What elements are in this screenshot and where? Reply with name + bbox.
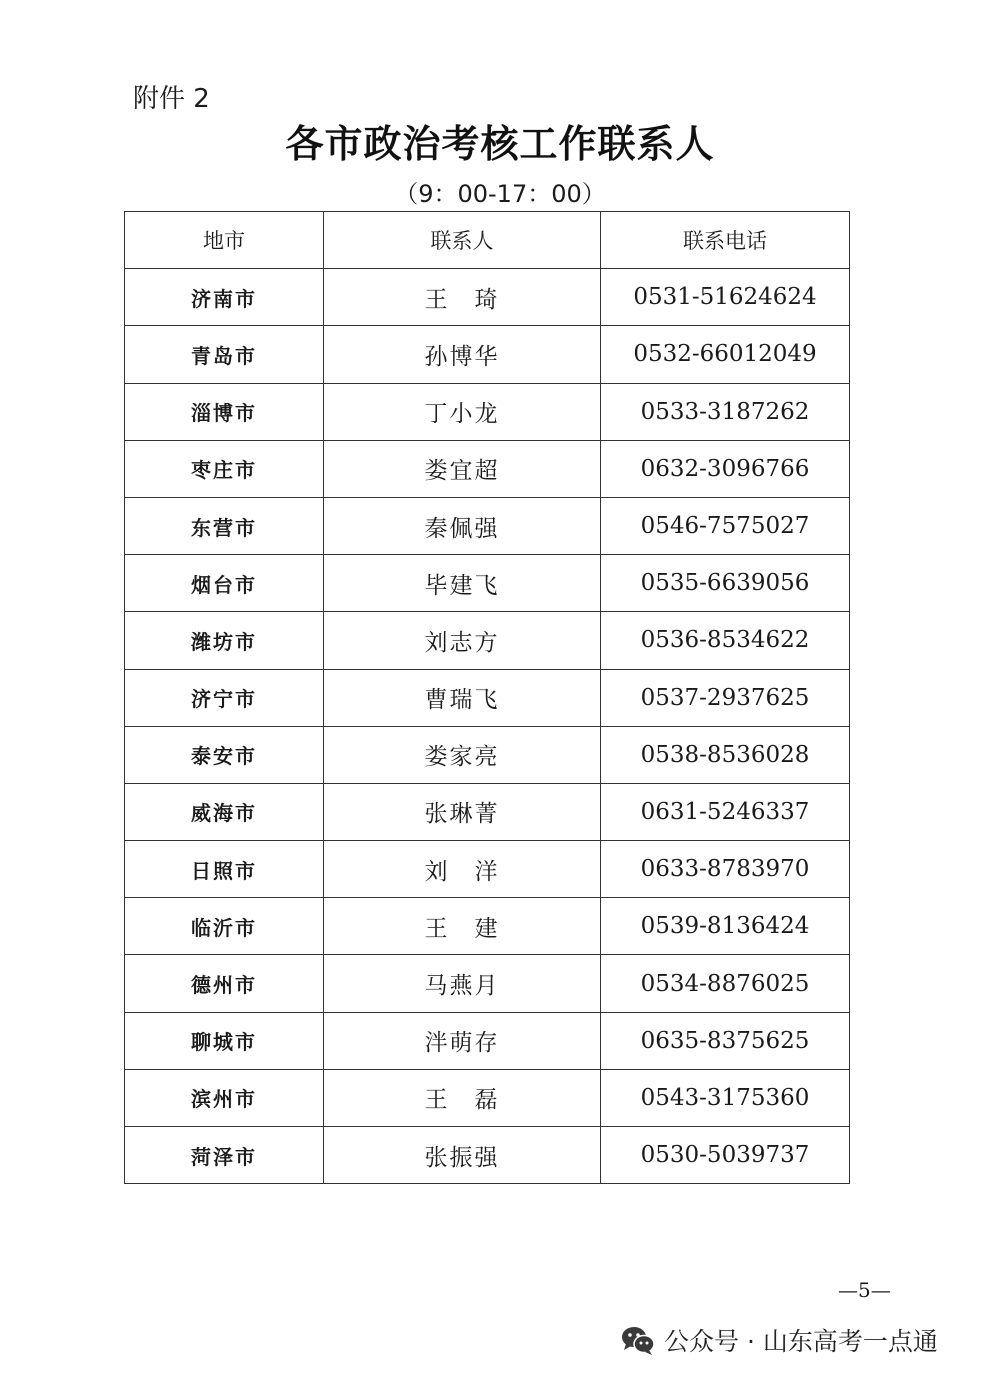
phone-cell: 0631-5246337 bbox=[601, 783, 850, 840]
phone-cell: 0531-51624624 bbox=[601, 269, 850, 326]
phone-cell: 0532-66012049 bbox=[601, 326, 850, 383]
watermark bbox=[620, 1322, 938, 1358]
city-cell: 济宁市 bbox=[125, 669, 324, 726]
page-title: 各市政治考核工作联系人 bbox=[285, 121, 715, 166]
table-row bbox=[125, 898, 850, 955]
page-number: —5— bbox=[838, 1278, 891, 1302]
table-row bbox=[125, 497, 850, 554]
phone-cell: 0536-8534622 bbox=[601, 612, 850, 669]
table-row bbox=[125, 612, 850, 669]
person-cell: 刘 洋 bbox=[324, 841, 601, 898]
phone-cell: 0537-2937625 bbox=[601, 669, 850, 726]
city-cell: 滨州市 bbox=[125, 1069, 324, 1126]
city-cell: 临沂市 bbox=[125, 898, 324, 955]
table-row bbox=[125, 1012, 850, 1069]
person-cell: 王 琦 bbox=[324, 269, 601, 326]
table-row bbox=[125, 669, 850, 726]
table-row bbox=[125, 326, 850, 383]
phone-cell: 0534-8876025 bbox=[601, 955, 850, 1012]
page-subtitle: （9：00-17：00） bbox=[394, 180, 606, 208]
person-cell: 张振强 bbox=[324, 1127, 601, 1184]
person-cell: 刘志方 bbox=[324, 612, 601, 669]
phone-cell: 0546-7575027 bbox=[601, 497, 850, 554]
city-cell: 菏泽市 bbox=[125, 1127, 324, 1184]
person-cell: 马燕月 bbox=[324, 955, 601, 1012]
person-cell: 孙博华 bbox=[324, 326, 601, 383]
person-cell: 娄家亮 bbox=[324, 726, 601, 783]
table-row bbox=[125, 955, 850, 1012]
city-cell: 日照市 bbox=[125, 841, 324, 898]
city-cell: 淄博市 bbox=[125, 383, 324, 440]
wechat-icon bbox=[620, 1324, 656, 1356]
phone-cell: 0539-8136424 bbox=[601, 898, 850, 955]
table-row bbox=[125, 269, 850, 326]
table-row bbox=[125, 1127, 850, 1184]
table-row bbox=[125, 841, 850, 898]
table-row bbox=[125, 1069, 850, 1126]
person-cell: 张琳菁 bbox=[324, 783, 601, 840]
person-cell: 曹瑞飞 bbox=[324, 669, 601, 726]
city-cell: 东营市 bbox=[125, 497, 324, 554]
phone-cell: 0632-3096766 bbox=[601, 440, 850, 497]
header-city: 地市 bbox=[125, 212, 324, 269]
city-cell: 青岛市 bbox=[125, 326, 324, 383]
person-cell: 丁小龙 bbox=[324, 383, 601, 440]
city-cell: 威海市 bbox=[125, 783, 324, 840]
city-cell: 济南市 bbox=[125, 269, 324, 326]
phone-cell: 0635-8375625 bbox=[601, 1012, 850, 1069]
city-cell: 烟台市 bbox=[125, 555, 324, 612]
person-cell: 秦佩强 bbox=[324, 497, 601, 554]
table-row bbox=[125, 383, 850, 440]
person-cell: 泮萌存 bbox=[324, 1012, 601, 1069]
phone-cell: 0538-8536028 bbox=[601, 726, 850, 783]
phone-cell: 0633-8783970 bbox=[601, 841, 850, 898]
table-row bbox=[125, 555, 850, 612]
city-cell: 聊城市 bbox=[125, 1012, 324, 1069]
phone-cell: 0543-3175360 bbox=[601, 1069, 850, 1126]
header-phone: 联系电话 bbox=[601, 212, 850, 269]
person-cell: 王 建 bbox=[324, 898, 601, 955]
table-row bbox=[125, 726, 850, 783]
header-person: 联系人 bbox=[324, 212, 601, 269]
contacts-table bbox=[124, 211, 850, 1184]
table-row bbox=[125, 440, 850, 497]
table-row bbox=[125, 783, 850, 840]
attachment-label: 附件 2 bbox=[133, 84, 210, 114]
city-cell: 泰安市 bbox=[125, 726, 324, 783]
city-cell: 德州市 bbox=[125, 955, 324, 1012]
person-cell: 毕建飞 bbox=[324, 555, 601, 612]
city-cell: 潍坊市 bbox=[125, 612, 324, 669]
person-cell: 王 磊 bbox=[324, 1069, 601, 1126]
watermark-text: 公众号 · 山东高考一点通 bbox=[664, 1327, 938, 1356]
table-header-row bbox=[125, 212, 850, 269]
person-cell: 娄宜超 bbox=[324, 440, 601, 497]
phone-cell: 0535-6639056 bbox=[601, 555, 850, 612]
phone-cell: 0533-3187262 bbox=[601, 383, 850, 440]
city-cell: 枣庄市 bbox=[125, 440, 324, 497]
phone-cell: 0530-5039737 bbox=[601, 1127, 850, 1184]
